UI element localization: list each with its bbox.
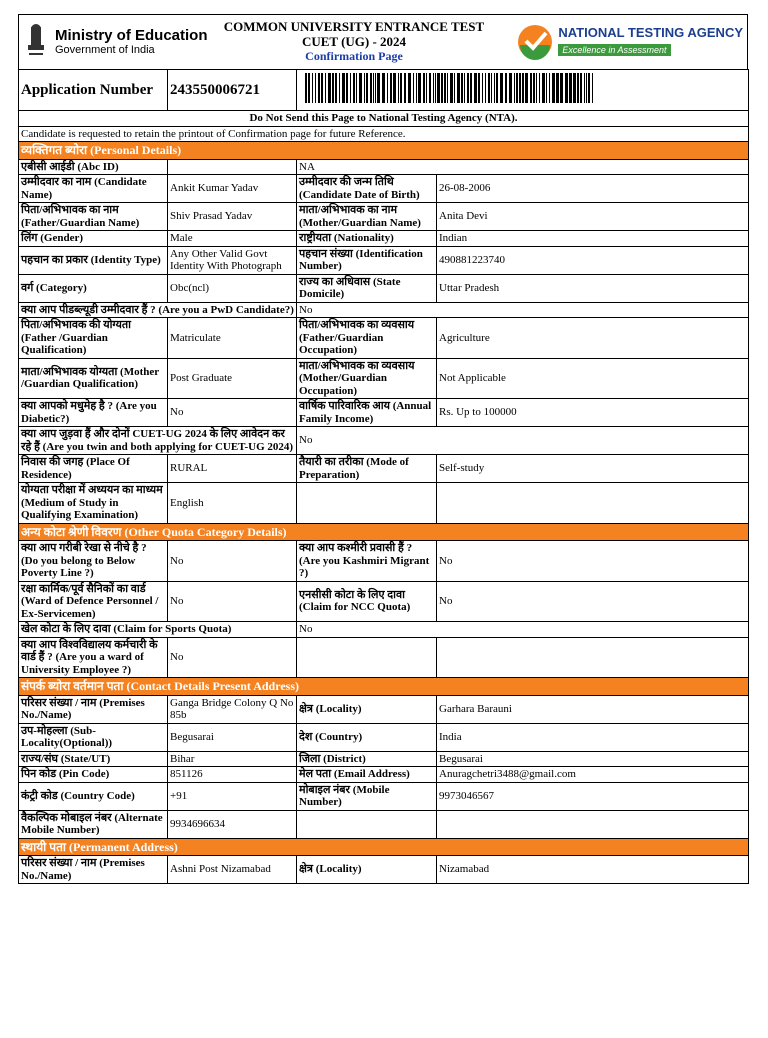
twin-value: No	[297, 427, 749, 455]
category-label: वर्ग (Category)	[19, 274, 168, 302]
pin-code-label: पिन कोड (Pin Code)	[19, 767, 168, 783]
section-contact-present: संपर्क ब्योरा वर्तमान पता (Contact Details Present Address)	[19, 678, 749, 696]
father-name-value: Shiv Prasad Yadav	[168, 203, 297, 231]
defence-value: No	[168, 581, 297, 622]
empty-cell	[297, 637, 437, 678]
email-label: मेल पता (Email Address)	[297, 767, 437, 783]
income-value: Rs. Up to 100000	[437, 399, 749, 427]
abc-id-value-text: NA	[297, 159, 749, 175]
confirmation-table	[18, 69, 749, 884]
sports-label: खेल कोटा के लिए दावा (Claim for Sports Quota)	[19, 622, 297, 638]
twin-label: क्या आप जुड़वा हैं और दोनों CUET-UG 2024 के लिए आवेदन कर रहे हैं (Are you twin and both applying for CUET-UG 2024)	[19, 427, 297, 455]
sports-value: No	[297, 622, 749, 638]
exam-title-line1: COMMON UNIVERSITY ENTRANCE TEST	[223, 19, 485, 34]
country-code-label: कंट्री कोड (Country Code)	[19, 782, 168, 810]
abc-id-label: एबीसी आईडी (Abc ID)	[19, 159, 168, 175]
country-label: देश (Country)	[297, 723, 437, 751]
medium-value: English	[168, 483, 297, 524]
mobile-value: 9973046567	[437, 782, 749, 810]
bpl-value: No	[168, 541, 297, 582]
nta-tagline: Excellence in Assessment	[558, 44, 670, 56]
section-permanent-address: स्थायी पता (Permanent Address)	[19, 838, 749, 856]
empty-cell	[437, 810, 749, 838]
ncc-label: एनसीसी कोटा के लिए दावा (Claim for NCC Quota)	[297, 581, 437, 622]
empty-cell	[297, 810, 437, 838]
exam-title-line2: CUET (UG) - 2024	[301, 34, 407, 49]
dob-label: उम्मीदवार की जन्म तिथि (Candidate Date of Birth)	[297, 175, 437, 203]
candidate-name-value: Ankit Kumar Yadav	[168, 175, 297, 203]
id-number-value: 490881223740	[437, 246, 749, 274]
university-ward-label: क्या आप विश्वविद्यालय कर्मचारी के वार्ड हैं ? (Are you a ward of University Employee ?)	[19, 637, 168, 678]
kashmiri-label: क्या आप कश्मीरी प्रवासी हैं ? (Are you Kashmiri Migrant ?)	[297, 541, 437, 582]
ministry-subtitle: Government of India	[55, 43, 155, 56]
alt-mobile-label: वैकल्पिक मोबाइल नंबर (Alternate Mobile Number)	[19, 810, 168, 838]
mother-qualification-value: Post Graduate	[168, 358, 297, 399]
retain-note: Candidate is requested to retain the printout of Confirmation page for future Reference.	[19, 126, 749, 142]
ncc-value: No	[437, 581, 749, 622]
permanent-premises-value: Ashni Post Nizamabad	[168, 856, 297, 884]
bpl-label: क्या आप गरीबी रेखा से नीचे है ? (Do you belong to Below Poverty Line ?)	[19, 541, 168, 582]
country-value: India	[437, 723, 749, 751]
ministry-block	[23, 23, 208, 61]
locality-value: Garhara Barauni	[437, 695, 749, 723]
father-name-label: पिता/अभिभावक का नाम (Father/Guardian Name)	[19, 203, 168, 231]
residence-label: निवास की जगह (Place Of Residence)	[19, 455, 168, 483]
mother-occupation-label: माता/अभिभावक का व्यवसाय (Mother/Guardian Occupation)	[297, 358, 437, 399]
application-row	[19, 70, 749, 111]
district-value: Begusarai	[437, 751, 749, 767]
permanent-premises-label: परिसर संख्या / नाम (Premises No./Name)	[19, 856, 168, 884]
income-label: वार्षिक पारिवारिक आय (Annual Family Income)	[297, 399, 437, 427]
nationality-value: Indian	[437, 231, 749, 247]
permanent-locality-label: क्षेत्र (Locality)	[297, 856, 437, 884]
premises-label: परिसर संख्या / नाम (Premises No./Name)	[19, 695, 168, 723]
category-value: Obc(ncl)	[168, 274, 297, 302]
empty-cell	[437, 483, 749, 524]
pwd-value: No	[297, 302, 749, 318]
dob-value: 26-08-2006	[437, 175, 749, 203]
page-header	[18, 14, 748, 69]
preparation-label: तैयारी का तरीका (Mode of Preparation)	[297, 455, 437, 483]
alt-mobile-value: 9934696634	[168, 810, 297, 838]
sublocality-label: उप-मोहल्ला (Sub-Locality(Optional))	[19, 723, 168, 751]
kashmiri-value: No	[437, 541, 749, 582]
nationality-label: राष्ट्रीयता (Nationality)	[297, 231, 437, 247]
university-ward-value: No	[168, 637, 297, 678]
nta-name: NATIONAL TESTING AGENCY	[558, 25, 743, 40]
pwd-label: क्या आप पीडब्ल्यूडी उम्मीदवार हैं ? (Are you a PwD Candidate?)	[19, 302, 297, 318]
identity-type-label: पहचान का प्रकार (Identity Type)	[19, 246, 168, 274]
state-label: राज्य/संघ (State/UT)	[19, 751, 168, 767]
nta-logo-icon	[516, 23, 554, 61]
premises-value: Ganga Bridge Colony Q No 85b	[168, 695, 297, 723]
confirmation-page-label: Confirmation Page	[305, 49, 403, 63]
empty-cell	[297, 483, 437, 524]
domicile-label: राज्य का अधिवास (State Domicile)	[297, 274, 437, 302]
barcode-cell	[297, 70, 749, 111]
district-label: जिला (District)	[297, 751, 437, 767]
ministry-title: Ministry of Education	[55, 26, 208, 44]
notice-text: Do Not Send this Page to National Testing Agency (NTA).	[19, 111, 749, 127]
empty-cell	[437, 637, 749, 678]
diabetic-label: क्या आपको मधुमेह है ? (Are you Diabetic?)	[19, 399, 168, 427]
country-code-value: +91	[168, 782, 297, 810]
preparation-value: Self-study	[437, 455, 749, 483]
identity-type-value: Any Other Valid Govt Identity With Photograph	[168, 246, 297, 274]
abc-id-value	[168, 159, 297, 175]
barcode-icon	[305, 73, 595, 103]
locality-label: क्षेत्र (Locality)	[297, 695, 437, 723]
nta-block	[516, 23, 743, 61]
residence-value: RURAL	[168, 455, 297, 483]
email-value: Anuragchetri3488@gmail.com	[437, 767, 749, 783]
id-number-label: पहचान संख्या (Identification Number)	[297, 246, 437, 274]
father-qualification-label: पिता/अभिभावक की योग्यता (Father /Guardian Qualification)	[19, 318, 168, 359]
gender-label: लिंग (Gender)	[19, 231, 168, 247]
father-occupation-value: Agriculture	[437, 318, 749, 359]
application-number-value: 243550006721	[168, 70, 297, 111]
medium-label: योग्यता परीक्षा में अध्ययन का माध्यम (Medium of Study in Qualifying Examination)	[19, 483, 168, 524]
permanent-locality-value: Nizamabad	[437, 856, 749, 884]
mother-name-value: Anita Devi	[437, 203, 749, 231]
diabetic-value: No	[168, 399, 297, 427]
father-occupation-label: पिता/अभिभावक का व्यवसाय (Father/Guardian Occupation)	[297, 318, 437, 359]
father-qualification-value: Matriculate	[168, 318, 297, 359]
application-number-label: Application Number	[19, 70, 168, 111]
defence-label: रक्षा कार्मिक/पूर्व सैनिकों का वार्ड (Ward of Defence Personnel / Ex-Servicemen)	[19, 581, 168, 622]
sublocality-value: Begusarai	[168, 723, 297, 751]
gender-value: Male	[168, 231, 297, 247]
mobile-label: मोबाइल नंबर (Mobile Number)	[297, 782, 437, 810]
section-personal-details: व्यक्तिगत ब्योरा (Personal Details)	[19, 142, 749, 160]
confirmation-page	[18, 14, 748, 884]
pin-code-value: 851126	[168, 767, 297, 783]
domicile-value: Uttar Pradesh	[437, 274, 749, 302]
mother-occupation-value: Not Applicable	[437, 358, 749, 399]
section-other-quota: अन्य कोटा श्रेणी विवरण (Other Quota Category Details)	[19, 523, 749, 541]
candidate-name-label: उम्मीदवार का नाम (Candidate Name)	[19, 175, 168, 203]
state-value: Bihar	[168, 751, 297, 767]
mother-qualification-label: माता/अभिभावक योग्यता (Mother /Guardian Qualification)	[19, 358, 168, 399]
national-emblem-icon	[23, 23, 49, 61]
mother-name-label: माता/अभिभावक का नाम (Mother/Guardian Name)	[297, 203, 437, 231]
exam-title	[209, 19, 499, 64]
